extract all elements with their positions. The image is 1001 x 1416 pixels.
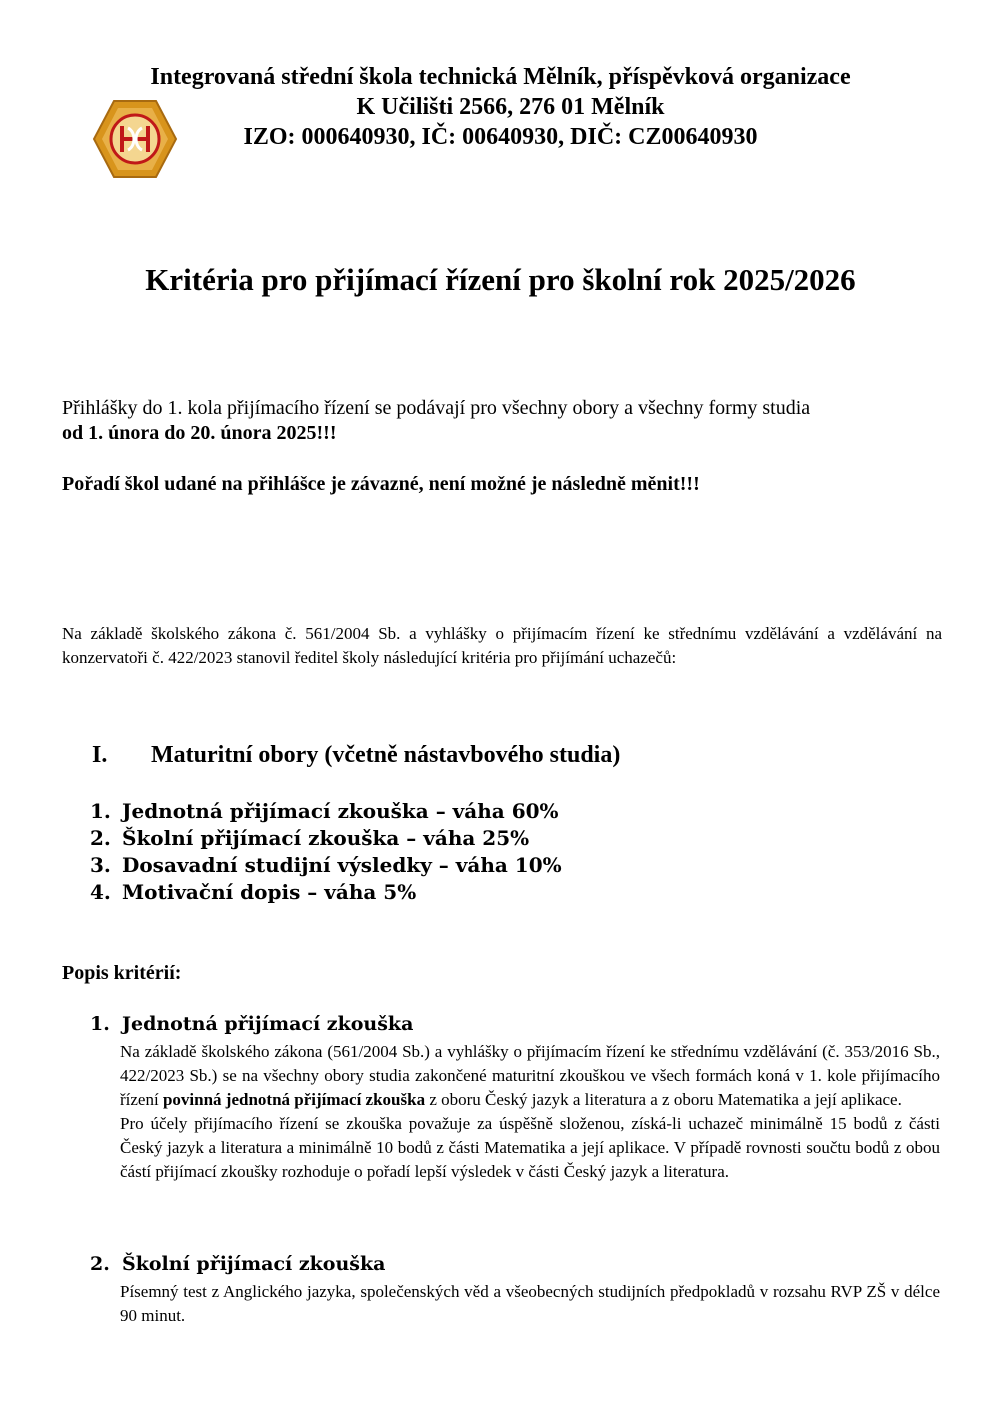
criteria-text: Dosavadní studijní výsledky – váha 10% — [122, 853, 562, 877]
criteria-number: 4. — [90, 880, 111, 904]
criteria-text: Jednotná přijímací zkouška – váha 60% — [122, 799, 559, 823]
description-text: Na základě školského zákona (561/2004 Sb.) a vyhlášky o přijímacím řízení ke střednímu vzdělávání (č. 353/2016 Sb., 422/2023 Sb.) se na všechny obory studia zakončené maturitní zkouškou ve všech formách koná v 1. kole přijímacího řízení — [120, 1042, 940, 1109]
description-heading-2 — [90, 1253, 385, 1275]
description-paragraph: Pro účely přijímacího řízení se zkouška považuje za úspěšně složenou, získá-li uchazeč minimálně 15 bodů z části Český jazyk a literatura a minimálně 10 bodů z části Matematika a její aplikace. V případě rovnosti součtu bodů z obou částí přijímací zkoušky rozhoduje o pořadí lepší výsledek v části Český jazyk a literatura. — [120, 1114, 940, 1181]
description-paragraph: Písemný test z Anglického jazyka, společenských věd a všeobecných studijních předpokladů v rozsahu RVP ZŠ v délce 90 minut. — [120, 1282, 940, 1325]
description-title: Jednotná přijímací zkouška — [122, 1013, 414, 1035]
criteria-number: 1. — [90, 799, 111, 823]
criteria-item — [90, 798, 562, 825]
description-body-1 — [120, 1040, 940, 1184]
description-text: z oboru Český jazyk a literatura a z oboru Matematika a její aplikace. — [429, 1090, 902, 1109]
criteria-item — [90, 825, 562, 852]
description-bold-text: povinná jednotná přijímací zkouška — [162, 1090, 426, 1109]
description-body-2 — [120, 1280, 940, 1328]
school-identifiers: IZO: 000640930, IČ: 00640930, DIČ: CZ00640930 — [243, 124, 758, 150]
criteria-description-heading: Popis kritérií: — [62, 962, 182, 984]
criteria-list — [90, 798, 562, 906]
intro-binding-order: Pořadí škol udané na přihlášce je závazné, není možné je následně měnit!!! — [62, 473, 700, 495]
description-paragraph — [120, 1040, 940, 1112]
criteria-item — [90, 852, 562, 879]
school-address: K Učilišti 2566, 276 01 Mělník — [356, 94, 665, 120]
intro-deadline — [62, 396, 942, 446]
description-number: 1. — [90, 1013, 110, 1035]
criteria-text: Školní přijímací zkouška – váha 25% — [122, 826, 530, 850]
section-title: Maturitní obory (včetně nástavbového studia) — [151, 742, 621, 768]
criteria-item — [90, 879, 562, 906]
intro-deadline-text: Přihlášky do 1. kola přijímacího řízení se podávají pro všechny obory a všechny formy studia — [62, 397, 811, 419]
intro-deadline-dates: od 1. února do 20. února 2025!!! — [62, 422, 337, 444]
legal-paragraph: Na základě školského zákona č. 561/2004 Sb. a vyhlášky o přijímacím řízení ke střednímu vzdělávání a vzdělávání na konzervatoři č. 422/2023 stanovil ředitel školy následující kritéria pro přijímání uchazečů: — [62, 624, 942, 667]
description-heading-1 — [90, 1013, 413, 1035]
section-number: I. — [92, 742, 108, 768]
description-number: 2. — [90, 1253, 110, 1275]
description-title: Školní přijímací zkouška — [122, 1253, 386, 1275]
criteria-number: 2. — [90, 826, 111, 850]
document-title: Kritéria pro přijímací řízení pro školní rok 2025/2026 — [145, 262, 856, 297]
criteria-text: Motivační dopis – váha 5% — [122, 880, 417, 904]
criteria-number: 3. — [90, 853, 111, 877]
school-name: Integrovaná střední škola technická Mělník, příspěvková organizace — [150, 64, 851, 90]
